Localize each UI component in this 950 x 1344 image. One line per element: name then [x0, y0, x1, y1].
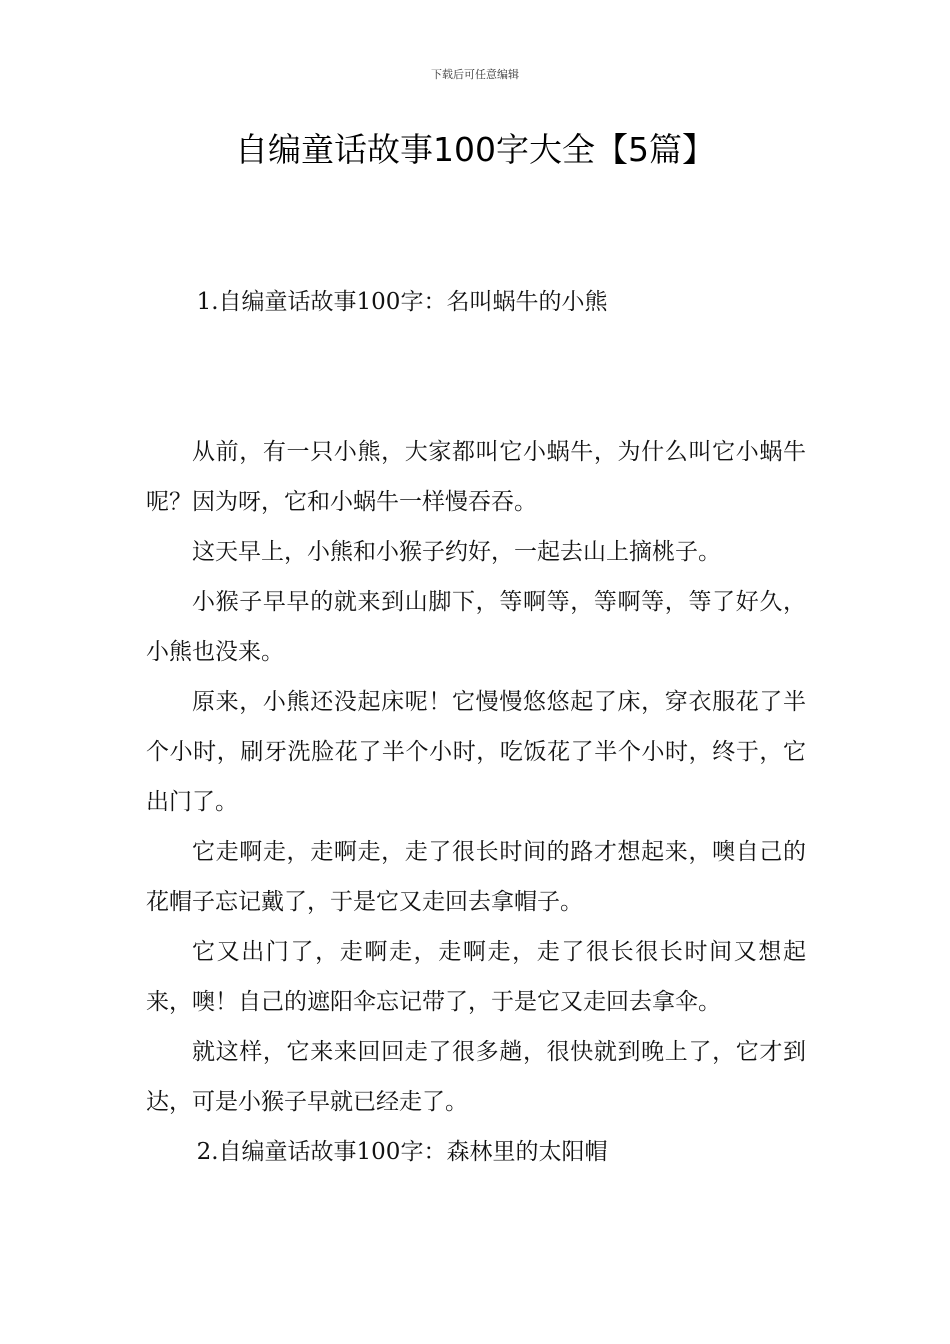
paragraph: 就这样，它来来回回走了很多趟，很快就到晚上了，它才到达，可是小猴子早就已经走了。 — [146, 1039, 806, 1115]
section-heading-1: 1.自编童话故事100字：名叫蜗牛的小熊 — [196, 289, 608, 315]
paragraph: 从前，有一只小熊，大家都叫它小蜗牛，为什么叫它小蜗牛呢？因为呀，它和小蜗牛一样慢吞吞。 — [146, 439, 806, 515]
paragraph: 它又出门了，走啊走，走啊走，走了很长很长时间又想起来，噢！自己的遮阳伞忘记带了，于是它又走回去拿伞。 — [146, 939, 806, 1015]
document-body — [146, 277, 806, 1177]
paragraph: 小猴子早早的就来到山脚下，等啊等，等啊等，等了好久，小熊也没来。 — [146, 589, 806, 665]
paragraph: 原来，小熊还没起床呢！它慢慢悠悠起了床，穿衣服花了半个小时，刷牙洗脸花了半个小时，吃饭花了半个小时，终于，它出门了。 — [146, 689, 806, 815]
header-note: 下载后可任意编辑 — [431, 68, 519, 81]
spacer — [146, 327, 806, 427]
paragraph: 这天早上，小熊和小猴子约好，一起去山上摘桃子。 — [192, 539, 721, 565]
section-heading-2: 2.自编童话故事100字：森林里的太阳帽 — [196, 1139, 608, 1165]
paragraph: 它走啊走，走啊走，走了很长时间的路才想起来，噢自己的花帽子忘记戴了，于是它又走回去拿帽子。 — [146, 839, 806, 915]
document-title: 自编童话故事100字大全【5篇】 — [235, 130, 715, 169]
